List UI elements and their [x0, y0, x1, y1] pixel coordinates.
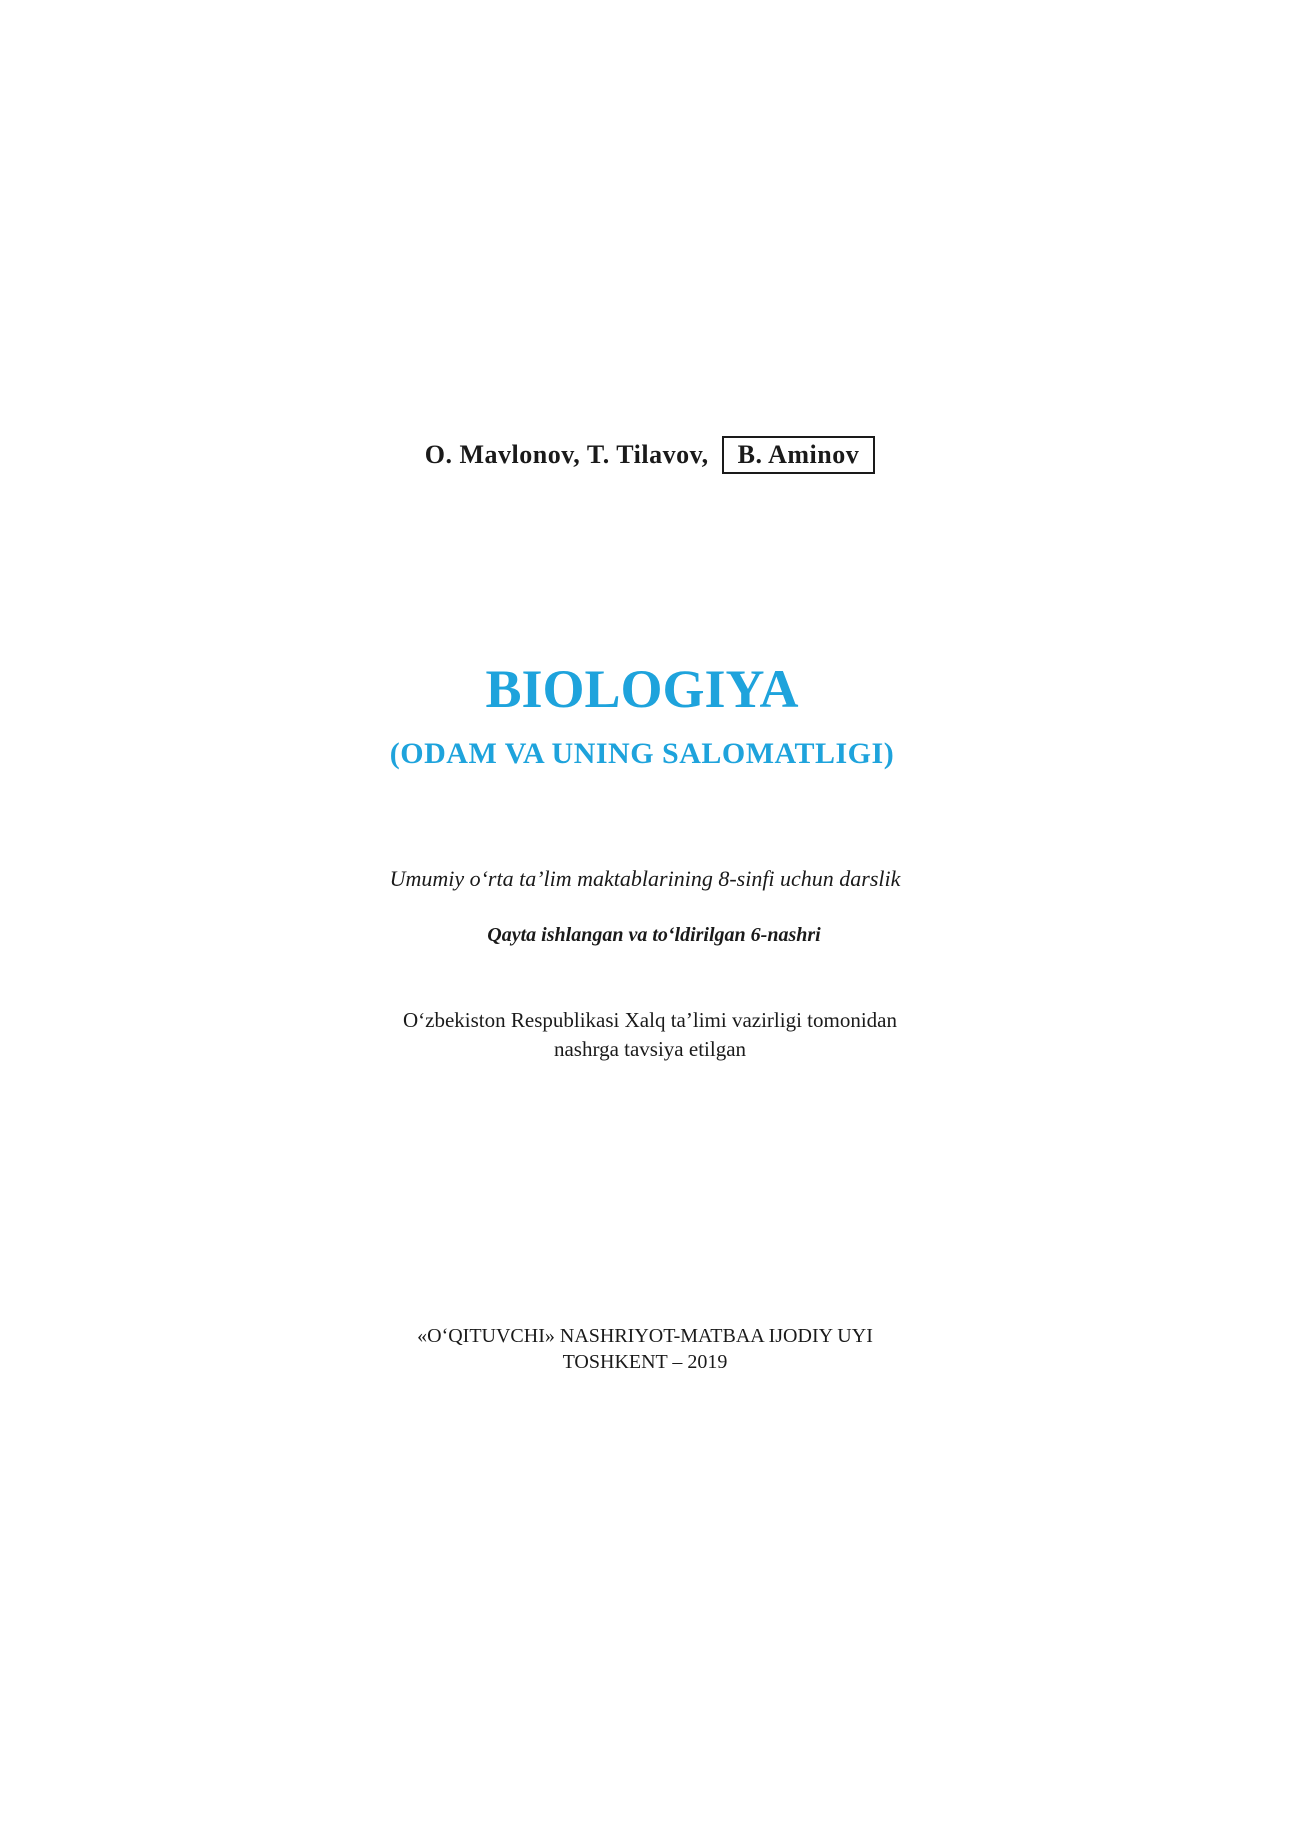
book-title: BIOLOGIYA: [485, 659, 799, 719]
approval-line-1: O‘zbekiston Respublikasi Xalq ta’limi vazirligi tomonidan: [403, 1008, 897, 1032]
authors-line: [0, 436, 1300, 474]
book-purpose: Umumiy o‘rta ta’lim maktablarining 8-sinfi uchun darslik: [389, 866, 901, 891]
authors-boxed-name: B. Aminov: [722, 436, 876, 474]
edition-note: Qayta ishlangan va to‘ldirilgan 6-nashri: [487, 924, 821, 946]
publisher-city-year: TOSHKENT – 2019: [562, 1351, 728, 1373]
book-subtitle: (ODAM VA UNING SALOMATLIGI): [389, 737, 895, 770]
authors-names: O. Mavlonov, T. Tilavov,: [424, 440, 709, 469]
publisher-name: «O‘QITUVCHI» NASHRIYOT-MATBAA IJODIY UYI: [417, 1325, 873, 1347]
approval-line-2: nashrga tavsiya etilgan: [553, 1037, 747, 1061]
